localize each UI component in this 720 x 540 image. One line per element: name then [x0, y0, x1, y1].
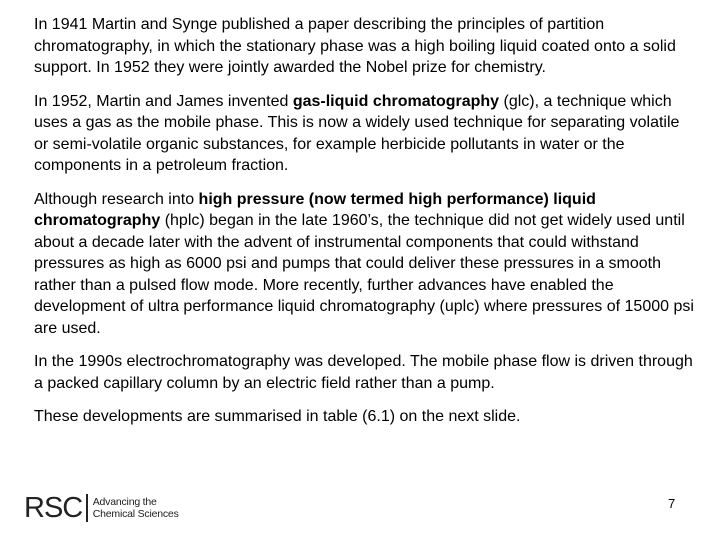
paragraph-text: In the 1990s electrochromatography was developed. The mobile phase flow is driven through a packed capillary column by an electric field rather than a pump.	[34, 353, 693, 392]
slide-body	[34, 14, 694, 440]
logo-divider	[86, 494, 88, 522]
logo-tagline-line1: Advancing the	[92, 496, 157, 508]
paragraph-text: In 1941 Martin and Synge published a paper describing the principles of partition chromatography, in which the stationary phase was a high boiling liquid coated onto a solid support. In 1952 they were jointly awarded the Nobel prize for chemistry.	[34, 16, 676, 76]
rsc-logo-mark: RSC	[24, 492, 83, 524]
paragraph-text: (glc), a technique which uses a gas as the mobile phase. This is now a widely used technique for separating volatile or semi-volatile organic substances, for example herbicide pollutants in water or the components in a petroleum fraction.	[34, 92, 680, 174]
paragraph-text: Although research into	[34, 190, 199, 208]
rsc-logo-tagline	[93, 496, 179, 520]
paragraph-summary	[34, 406, 694, 428]
rsc-logo	[24, 492, 179, 524]
paragraph-electrochromatography	[34, 351, 694, 394]
paragraph-text: In 1952, Martin and James invented	[34, 92, 293, 110]
page-number: 7	[668, 496, 676, 511]
bold-term-hplc: high pressure (now termed high performance) liquid chromatography	[34, 190, 596, 229]
paragraph-hplc	[34, 189, 694, 340]
paragraph-text: These developments are summarised in table (6.1) on the next slide.	[34, 408, 521, 425]
paragraph-text: (hplc) began in the late 1960’s, the technique did not get widely used until about a decade later with the advent of instrumental components that could withstand pressures as high as 6000 psi and pumps that could deliver these pressures in a smooth rather than a pulsed flow mode. More recently, further advances have enabled the development of ultra performance liquid chromatography (uplc) where pressures of 15000 psi are used.	[34, 212, 694, 337]
bold-term-glc: gas-liquid chromatography	[292, 92, 500, 110]
paragraph-martin-synge	[34, 14, 694, 79]
paragraph-gas-liquid	[34, 91, 694, 177]
logo-tagline-line2: Chemical Sciences	[92, 508, 179, 520]
